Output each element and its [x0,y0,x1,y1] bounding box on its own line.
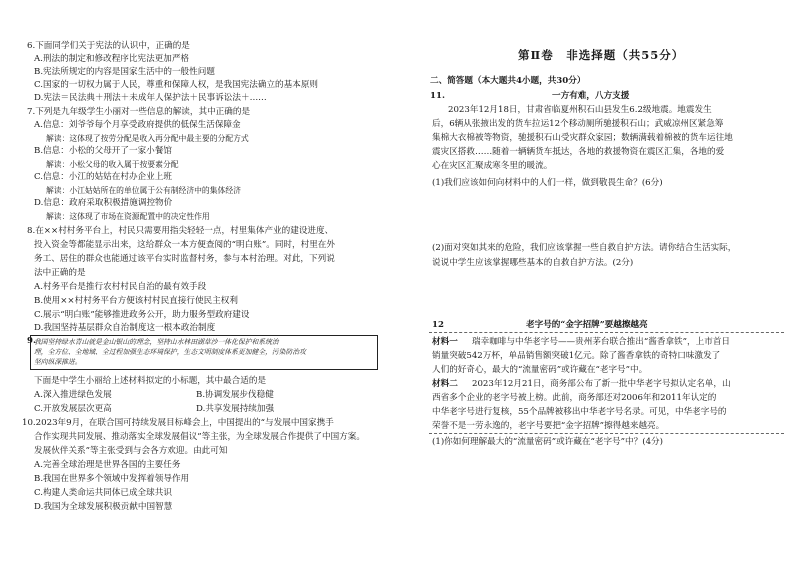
q9-option-a: A.深入推进绿色发展 [34,390,112,400]
q12-sub-question-1: (1)你如何理解最大的“流量密码”或许藏在“老字号”中？(4分) [432,437,663,447]
q11-number: 11. [430,91,445,101]
q12-material1-label: 材料一 [432,337,458,347]
q7-item-a: A.信息：刘爷爷每个月享受政府提供的低保生活保障金 [34,120,241,130]
q7-item-a-reading: 解读：这体现了按劳分配是收入再分配中最主要的分配方式 [46,134,249,143]
q7-item-d-reading: 解读：这体现了市场在资源配置中的决定性作用 [46,212,210,221]
q10-stem-line-2: 合作实现共同发展、推动落实全球发展倡议”等主张，为全球发展合作提供了中国方案。 [34,432,365,442]
q6-stem: 6.下面同学们关于宪法的认识中，正确的是 [27,41,190,51]
q9-material-line-1: 我国坚持绿水青山就是金山银山的理念，坚持山水林田湖草沙一体化保护和系统治 [34,338,279,346]
q8-option-d: D.我国坚持基层群众自治制度这一根本政治制度 [34,323,216,333]
q12-material2-line-1: 2023年12月21日，商务部公布了新一批中华老字号拟认定名单，山 [472,379,731,389]
q9-stem: 下面是中学生小丽给上述材料拟定的小标题，其中最合适的是 [34,376,267,386]
q7-item-c-reading: 解读：小江姑姑所在的单位属于公有制经济中的集体经济 [46,186,241,195]
q8-stem-line-4: 法中正确的是 [34,268,86,278]
q11-material-line-1: 2023年12月18日，甘肃省临夏州积石山县发生6.2级地震。地震发生 [448,105,712,115]
part-title: 二、简答题（本大题共4小题，共30分） [430,76,586,86]
q7-item-c: C.信息：小江的姑姑在村办企业上班 [34,172,172,182]
q10-option-d: D.我国为全球发展积极贡献中国智慧 [34,502,173,512]
q6-option-d: D.宪法＝民法典＋刑法＋未成年人保护法＋民事诉讼法＋…… [34,93,267,103]
q10-option-b: B.我国在世界多个领域中发挥着领导作用 [34,474,190,484]
q9-option-c: C.开放发展层次更高 [34,404,112,414]
q6-option-a: A.刑法的制定和修改程序比宪法更加严格 [34,54,190,64]
q9-number: 9. [27,336,36,346]
q9-option-d: D.共享发展持续加强 [196,404,275,414]
q10-option-c: C.构建人类命运共同体已成全球共识 [34,488,172,498]
divider-top [429,332,784,333]
section-title: 第Ⅱ卷 非选择题（共55分） [518,48,685,62]
q8-option-c: C.展示“明白账”能够推进政务公开，助力服务型政府建设 [34,310,250,320]
q12-title: 老字号的“金字招牌”要越擦越亮 [526,320,648,330]
q9-material-line-2: 理，全方位、全地域、全过程加强生态环境保护，生态文明制度体系更加健全，污染防治攻 [34,348,306,356]
q11-material-line-4: 震灾区搭救……随着一辆辆货车抵达，各地的救援物资在震区汇集，各地的爱 [432,147,725,157]
q9-option-b: B.协调发展步伐稳健 [196,390,274,400]
q11-material-line-5: 心在灾区汇聚成寒冬里的暖流。 [432,161,553,171]
q6-option-c: C.国家的一切权力属于人民，尊重和保障人权，是我国宪法确立的基本原则 [34,80,319,90]
q12-material1-line-2: 销量突破542万杯，单品销售额突破1亿元。除了酱香拿铁的奇特口味激发了 [432,351,721,361]
q6-option-b: B.宪法所规定的内容是国家生活中的一般性问题 [34,67,215,77]
q12-material2-line-4: 荣誉不是一劳永逸的，老字号要把“金字招牌”擦得越来越亮。 [432,421,665,431]
q8-stem-line-3: 务工、居住的群众也能通过该平台实时监督村务，参与本村治理。对此，下列说 [34,254,335,264]
q12-material1-line-3: 人们的好奇心，最大的“流量密码”或许藏在“老字号”中。 [432,365,648,375]
q12-material1-line-1: 瑞幸咖啡与中华老字号——贵州茅台联合推出“酱香拿铁”，上市首日 [472,337,731,347]
q11-sub-question-2-line-2: 说说中学生应该掌握哪些基本的自救自护方法。(2分) [432,258,634,268]
q12-material2-label: 材料二 [432,379,458,389]
q8-stem-line-1: 8.在××村村务平台上，村民只需要用指尖轻轻一点，村里集体产业的建设进度、 [27,226,334,236]
q7-stem: 7.下列是九年级学生小丽对一些信息的解读，其中正确的是 [27,107,251,117]
q10-stem-line-1: 10.2023年9月，在联合国可持续发展目标峰会上，中国提出的“与发展中国家携手 [22,418,334,428]
q7-item-b: B.信息：小松的父母开了一家小餐馆 [34,146,172,156]
q11-title: 一方有难，八方支援 [552,91,630,101]
q12-material2-line-3: 中华老字号进行复核，55个品牌被移出中华老字号名录。可见，中华老字号的 [432,407,727,417]
q7-item-b-reading: 解读：小松父母的收入属于按要素分配 [46,160,179,169]
q10-stem-line-3: 发展伙伴关系”等主张受到与会各方欢迎。由此可知 [34,446,228,456]
divider-bottom [429,433,784,434]
q12-number: 12 [432,320,444,330]
q8-stem-line-2: 投入资金等都能显示出来，这给群众一本方便查阅的“明白账”。同时，村里在外 [34,240,335,250]
q10-option-a: A.完善全球治理是世界各国的主要任务 [34,460,181,470]
q11-material-line-2: 后，6辆从张掖出发的货车拉运12个移动厕所驰援积石山；武威凉州区紧急筹 [432,119,724,129]
q8-option-a: A.村务平台是推行农村村民自治的最有效手段 [34,282,207,292]
q11-sub-question-1: (1)我们应该如何向材料中的人们一样，做到敬畏生命？(6分) [432,178,663,188]
q7-item-d: D.信息：政府采取积极措施调控物价 [34,198,173,208]
q11-sub-question-2-line-1: (2)面对突如其来的危险，我们应该掌握一些自救自护方法。请你结合生活实际， [432,243,737,253]
q9-material-line-3: 坚向纵深推进。 [34,358,82,366]
q11-material-line-3: 集棉大衣棉被等物资，驰援积石山受灾群众家园；数辆满载着棉被的货车运往地 [432,133,733,143]
q9-material-box [30,335,378,370]
q8-option-b: B.使用××村村务平台方便该村村民直接行使民主权利 [34,296,238,306]
q12-material2-line-2: 西省多个企业的老字号被上榜。此前，商务部还对2006年和2011年认定的 [432,393,717,403]
